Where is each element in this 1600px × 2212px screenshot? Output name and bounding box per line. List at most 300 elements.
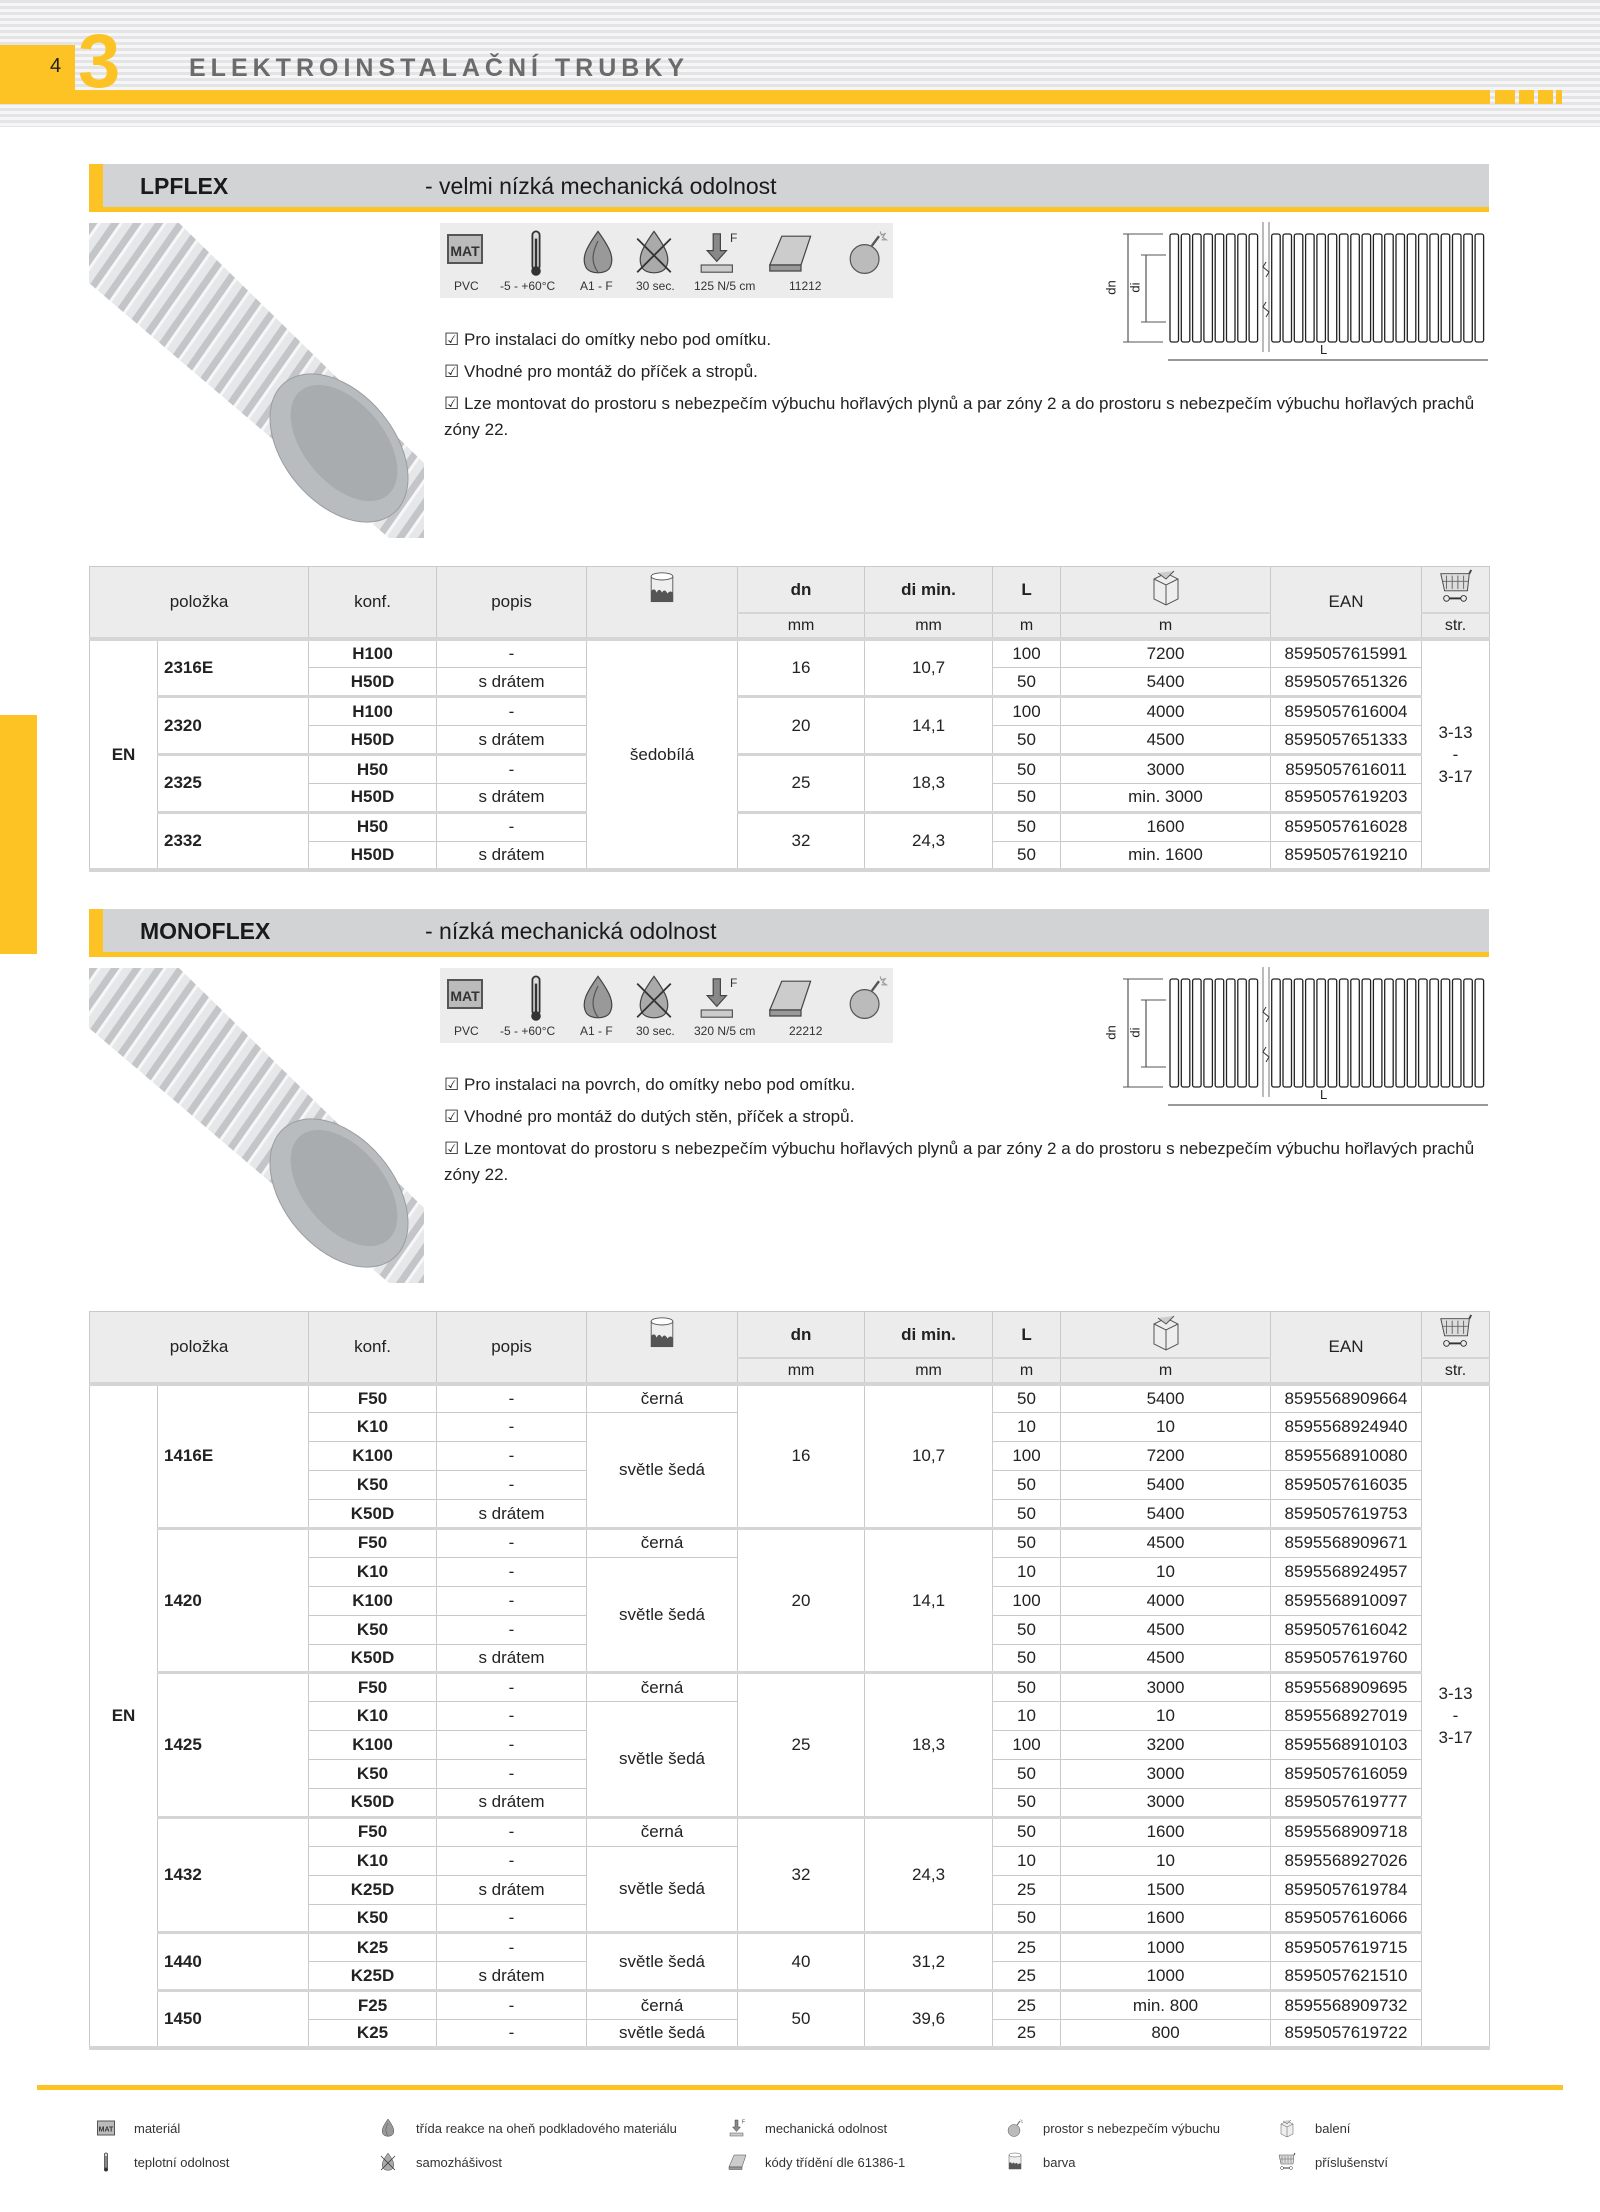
paint-can-icon bbox=[644, 1316, 680, 1357]
page-ref: 3-17 bbox=[1438, 1728, 1473, 1748]
paint-can-icon bbox=[1005, 2152, 1025, 2177]
pack-cell: 1000 bbox=[1061, 1962, 1271, 1991]
cart-icon bbox=[1277, 2152, 1297, 2177]
column-header-color bbox=[587, 1312, 738, 1385]
legend-label: samozhášivost bbox=[416, 2155, 502, 2170]
ean-cell: 8595057616004 bbox=[1271, 697, 1422, 726]
ean-cell: 8595057616066 bbox=[1271, 1904, 1422, 1933]
item-code: 1440 bbox=[158, 1933, 309, 1991]
column-header-di: di min. bbox=[865, 1312, 993, 1359]
popis-cell: - bbox=[437, 1933, 587, 1962]
pack-cell: 5400 bbox=[1061, 668, 1271, 697]
pack-cell: 1000 bbox=[1061, 1933, 1271, 1962]
pack-cell: 10 bbox=[1061, 1702, 1271, 1731]
svg-text:MAT: MAT bbox=[450, 988, 480, 1004]
header-tick bbox=[1556, 90, 1562, 104]
page-ref: - bbox=[1452, 1706, 1459, 1726]
column-header-L_unit: m bbox=[993, 613, 1061, 639]
ean-cell: 8595057651326 bbox=[1271, 668, 1422, 697]
konf-cell: K100 bbox=[309, 1731, 437, 1760]
pack-cell: 4500 bbox=[1061, 1528, 1271, 1557]
length-cell: 50 bbox=[993, 1644, 1061, 1673]
legend-label: prostor s nebezpečím výbuchu bbox=[1043, 2121, 1221, 2136]
popis-cell: - bbox=[437, 1471, 587, 1500]
ean-cell: 8595057651333 bbox=[1271, 726, 1422, 755]
legend-label: kódy třídění dle 61386-1 bbox=[765, 2155, 906, 2170]
di-cell: 24,3 bbox=[865, 1817, 993, 1933]
force-icon bbox=[727, 2118, 747, 2143]
pack-cell: 4500 bbox=[1061, 1615, 1271, 1644]
length-label: L bbox=[1320, 1087, 1328, 1102]
feature-item bbox=[444, 1104, 1494, 1130]
popis-cell: s drátem bbox=[437, 783, 587, 812]
ean-cell: 8595568910103 bbox=[1271, 1731, 1422, 1760]
konf-cell: F50 bbox=[309, 1384, 437, 1413]
column-header-konf: konf. bbox=[309, 1312, 437, 1385]
popis-cell: - bbox=[437, 1731, 587, 1760]
di-cell: 18,3 bbox=[865, 1673, 993, 1817]
konf-cell: K50 bbox=[309, 1471, 437, 1500]
column-header-L: L bbox=[993, 567, 1061, 614]
popis-cell: - bbox=[437, 1991, 587, 2020]
item-code: 1432 bbox=[158, 1817, 309, 1933]
length-cell: 10 bbox=[993, 1702, 1061, 1731]
table-row bbox=[90, 755, 1490, 784]
color-cell: světle šedá bbox=[587, 1846, 738, 1933]
checkbox-tick-icon: ☑ bbox=[444, 1139, 460, 1158]
di-cell: 31,2 bbox=[865, 1933, 993, 1991]
ean-cell: 8595057616059 bbox=[1271, 1760, 1422, 1789]
region-cell: EN bbox=[90, 1384, 158, 2048]
popis-cell: - bbox=[437, 1817, 587, 1846]
popis-cell: - bbox=[437, 1615, 587, 1644]
konf-cell: F50 bbox=[309, 1817, 437, 1846]
color-cell: světle šedá bbox=[587, 2020, 738, 2049]
column-header-cart bbox=[1422, 567, 1490, 614]
checkbox-tick-icon: ☑ bbox=[444, 1075, 460, 1094]
dn-cell: 20 bbox=[738, 697, 865, 755]
konf-cell: F50 bbox=[309, 1673, 437, 1702]
konf-cell: K50 bbox=[309, 1615, 437, 1644]
popis-cell: s drátem bbox=[437, 1788, 587, 1817]
color-cell: šedobílá bbox=[587, 639, 738, 870]
ean-cell: 8595057616028 bbox=[1271, 812, 1422, 841]
checkbox-tick-icon: ☑ bbox=[444, 394, 460, 413]
pack-cell: 3000 bbox=[1061, 1760, 1271, 1789]
checkbox-tick-icon: ☑ bbox=[444, 1107, 460, 1126]
dn-cell: 32 bbox=[738, 812, 865, 870]
length-cell: 100 bbox=[993, 639, 1061, 668]
konf-cell: K100 bbox=[309, 1586, 437, 1615]
dn-cell: 50 bbox=[738, 1991, 865, 2049]
feature-text: Vhodné pro montáž do dutých stěn, příček a stropů. bbox=[464, 1107, 855, 1126]
table-row bbox=[90, 697, 1490, 726]
page-ref: 3-17 bbox=[1438, 766, 1473, 786]
length-cell: 50 bbox=[993, 1471, 1061, 1500]
color-cell: černá bbox=[587, 1673, 738, 1702]
property-label: A1 - F bbox=[580, 1024, 613, 1038]
column-header-str_unit: str. bbox=[1422, 613, 1490, 639]
code-plate-icon bbox=[727, 2152, 747, 2177]
pack-cell: 4000 bbox=[1061, 1586, 1271, 1615]
color-cell: světle šedá bbox=[587, 1702, 738, 1818]
konf-cell: H100 bbox=[309, 639, 437, 668]
section-header-bar bbox=[89, 164, 1489, 212]
popis-cell: s drátem bbox=[437, 1962, 587, 1991]
flame-icon bbox=[378, 2118, 398, 2143]
length-cell: 100 bbox=[993, 1442, 1061, 1471]
feature-text: Lze montovat do prostoru s nebezpečím výbuchu hořlavých plynů a par zóny 2 a do prostoru s nebezpečím výbuchu hořlavých prachů zóny 22. bbox=[444, 394, 1475, 439]
pack-cell: 3000 bbox=[1061, 1788, 1271, 1817]
pack-cell: 800 bbox=[1061, 2020, 1271, 2049]
column-header-di: di min. bbox=[865, 567, 993, 614]
color-cell: světle šedá bbox=[587, 1933, 738, 1991]
popis-cell: s drátem bbox=[437, 668, 587, 697]
length-cell: 50 bbox=[993, 1673, 1061, 1702]
konf-cell: H50 bbox=[309, 755, 437, 784]
ean-cell: 8595057619203 bbox=[1271, 783, 1422, 812]
feature-text: Pro instalaci do omítky nebo pod omítku. bbox=[464, 330, 772, 349]
feature-text: Lze montovat do prostoru s nebezpečím výbuchu hořlavých plynů a par zóny 2 a do prostoru s nebezpečím výbuchu hořlavých prachů zóny 22. bbox=[444, 1139, 1475, 1184]
column-header-L_unit: m bbox=[993, 1358, 1061, 1384]
di-cell: 14,1 bbox=[865, 1528, 993, 1672]
feature-item bbox=[444, 1136, 1494, 1188]
ean-cell: 8595057619753 bbox=[1271, 1500, 1422, 1529]
konf-cell: K50 bbox=[309, 1760, 437, 1789]
side-tab bbox=[0, 715, 37, 954]
length-cell: 50 bbox=[993, 783, 1061, 812]
column-header-str_unit: str. bbox=[1422, 1358, 1490, 1384]
popis-cell: - bbox=[437, 812, 587, 841]
table-row bbox=[90, 1384, 1490, 1413]
ean-cell: 8595568910097 bbox=[1271, 1586, 1422, 1615]
pack-cell: 1600 bbox=[1061, 812, 1271, 841]
pack-cell: 5400 bbox=[1061, 1500, 1271, 1529]
property-label: 125 N/5 cm bbox=[694, 279, 756, 293]
popis-cell: - bbox=[437, 639, 587, 668]
dn-cell: 25 bbox=[738, 1673, 865, 1817]
pack-cell: 10 bbox=[1061, 1413, 1271, 1442]
page-ref: 3-13 bbox=[1438, 722, 1473, 742]
length-cell: 50 bbox=[993, 668, 1061, 697]
length-cell: 10 bbox=[993, 1557, 1061, 1586]
pack-cell: 1600 bbox=[1061, 1817, 1271, 1846]
column-header-L: L bbox=[993, 1312, 1061, 1359]
di-label: di bbox=[1127, 282, 1143, 293]
length-cell: 25 bbox=[993, 1875, 1061, 1904]
feature-text: Vhodné pro montáž do příček a stropů. bbox=[464, 362, 758, 381]
property-label: A1 - F bbox=[580, 279, 613, 293]
ean-cell: 8595057615991 bbox=[1271, 639, 1422, 668]
dn-label: dn bbox=[1103, 1025, 1119, 1040]
region-cell: EN bbox=[90, 639, 158, 870]
pack-cell: 3000 bbox=[1061, 755, 1271, 784]
length-cell: 10 bbox=[993, 1413, 1061, 1442]
header-accent-bar bbox=[0, 90, 1490, 104]
svg-text:F: F bbox=[730, 976, 738, 991]
table-row bbox=[90, 1991, 1490, 2020]
length-cell: 50 bbox=[993, 1384, 1061, 1413]
popis-cell: - bbox=[437, 1586, 587, 1615]
ean-cell: 8595057619722 bbox=[1271, 2020, 1422, 2049]
konf-cell: H50D bbox=[309, 726, 437, 755]
popis-cell: - bbox=[437, 1846, 587, 1875]
property-label: 22212 bbox=[789, 1024, 823, 1038]
konf-cell: K100 bbox=[309, 1442, 437, 1471]
feature-text: Pro instalaci na povrch, do omítky nebo pod omítku. bbox=[464, 1075, 856, 1094]
feature-item bbox=[444, 327, 1494, 353]
legend-label: teplotní odolnost bbox=[134, 2155, 230, 2170]
item-code: 1450 bbox=[158, 1991, 309, 2049]
pack-cell: min. 1600 bbox=[1061, 841, 1271, 870]
konf-cell: K25 bbox=[309, 2020, 437, 2049]
table-row bbox=[90, 812, 1490, 841]
konf-cell: H50D bbox=[309, 841, 437, 870]
svg-text:F: F bbox=[742, 2119, 746, 2126]
konf-cell: H100 bbox=[309, 697, 437, 726]
konf-cell: K50D bbox=[309, 1788, 437, 1817]
header-tick bbox=[1495, 90, 1515, 104]
popis-cell: - bbox=[437, 1760, 587, 1789]
popis-cell: s drátem bbox=[437, 1644, 587, 1673]
popis-cell: - bbox=[437, 2020, 587, 2049]
ean-cell: 8595568909664 bbox=[1271, 1384, 1422, 1413]
column-header-di_unit: mm bbox=[865, 1358, 993, 1384]
product-photo bbox=[89, 968, 424, 1283]
legend-label: třída reakce na oheň podkladového materiálu bbox=[416, 2121, 677, 2136]
dn-label: dn bbox=[1103, 280, 1119, 295]
popis-cell: - bbox=[437, 1702, 587, 1731]
popis-cell: - bbox=[437, 1413, 587, 1442]
ean-cell: 8595568924940 bbox=[1271, 1413, 1422, 1442]
item-code: 1416E bbox=[158, 1384, 309, 1528]
konf-cell: H50 bbox=[309, 812, 437, 841]
feature-item bbox=[444, 391, 1494, 443]
popis-cell: s drátem bbox=[437, 1875, 587, 1904]
dn-cell: 25 bbox=[738, 755, 865, 813]
mat-icon bbox=[96, 2118, 116, 2143]
checkbox-tick-icon: ☑ bbox=[444, 362, 460, 381]
item-code: 2320 bbox=[158, 697, 309, 755]
column-header-pack_unit: m bbox=[1061, 1358, 1271, 1384]
di-cell: 10,7 bbox=[865, 639, 993, 697]
box-icon bbox=[1277, 2118, 1297, 2143]
box-icon bbox=[1146, 592, 1186, 611]
length-label: L bbox=[1320, 342, 1328, 357]
length-cell: 50 bbox=[993, 1817, 1061, 1846]
property-label: 11212 bbox=[789, 279, 822, 293]
product-table bbox=[89, 1311, 1490, 2050]
color-cell: černá bbox=[587, 1991, 738, 2020]
di-cell: 10,7 bbox=[865, 1384, 993, 1528]
konf-cell: K50 bbox=[309, 1904, 437, 1933]
color-cell: černá bbox=[587, 1384, 738, 1413]
header-tick bbox=[1538, 90, 1553, 104]
konf-cell: K25 bbox=[309, 1933, 437, 1962]
ean-cell: 8595057619777 bbox=[1271, 1788, 1422, 1817]
konf-cell: K50D bbox=[309, 1500, 437, 1529]
pack-cell: 3000 bbox=[1061, 1673, 1271, 1702]
feature-item bbox=[444, 1072, 1494, 1098]
product-table bbox=[89, 566, 1490, 872]
length-cell: 50 bbox=[993, 1615, 1061, 1644]
color-cell: černá bbox=[587, 1817, 738, 1846]
column-header-popis: popis bbox=[437, 1312, 587, 1385]
length-cell: 50 bbox=[993, 1788, 1061, 1817]
popis-cell: s drátem bbox=[437, 841, 587, 870]
feature-item bbox=[444, 359, 1494, 385]
pack-cell: 10 bbox=[1061, 1846, 1271, 1875]
property-label: -5 - +60°C bbox=[500, 279, 556, 293]
konf-cell: K25D bbox=[309, 1875, 437, 1904]
pack-cell: 5400 bbox=[1061, 1471, 1271, 1500]
column-header-dn_unit: mm bbox=[738, 1358, 865, 1384]
legend-label: balení bbox=[1315, 2121, 1351, 2136]
length-cell: 50 bbox=[993, 1760, 1061, 1789]
svg-text:F: F bbox=[730, 231, 738, 246]
item-code: 2325 bbox=[158, 755, 309, 813]
konf-cell: K10 bbox=[309, 1557, 437, 1586]
length-cell: 100 bbox=[993, 1586, 1061, 1615]
pack-cell: min. 800 bbox=[1061, 1991, 1271, 2020]
legend-label: materiál bbox=[134, 2121, 181, 2136]
page-number-box bbox=[0, 45, 75, 104]
feature-list bbox=[444, 327, 1494, 449]
pack-cell: 4500 bbox=[1061, 726, 1271, 755]
pack-cell: 7200 bbox=[1061, 639, 1271, 668]
konf-cell: K10 bbox=[309, 1846, 437, 1875]
di-cell: 18,3 bbox=[865, 755, 993, 813]
konf-cell: K25D bbox=[309, 1962, 437, 1991]
dn-cell: 20 bbox=[738, 1528, 865, 1672]
bomb-icon bbox=[1005, 2118, 1025, 2143]
feature-list bbox=[444, 1072, 1494, 1194]
legend-label: mechanická odolnost bbox=[765, 2121, 888, 2136]
column-header-cart bbox=[1422, 1312, 1490, 1359]
property-label: PVC bbox=[454, 279, 479, 293]
column-header-ean: EAN bbox=[1271, 1312, 1422, 1385]
ean-cell: 8595057616035 bbox=[1271, 1471, 1422, 1500]
popis-cell: - bbox=[437, 1557, 587, 1586]
popis-cell: - bbox=[437, 697, 587, 726]
popis-cell: - bbox=[437, 1442, 587, 1471]
dn-cell: 16 bbox=[738, 639, 865, 697]
pack-cell: min. 3000 bbox=[1061, 783, 1271, 812]
product-name: LPFLEX bbox=[140, 173, 229, 199]
length-cell: 10 bbox=[993, 1846, 1061, 1875]
column-header-dn: dn bbox=[738, 1312, 865, 1359]
ean-cell: 8595057619784 bbox=[1271, 1875, 1422, 1904]
checkbox-tick-icon: ☑ bbox=[444, 330, 460, 349]
property-label: 30 sec. bbox=[636, 279, 675, 293]
page-ref: - bbox=[1452, 744, 1459, 764]
item-code: 1425 bbox=[158, 1673, 309, 1817]
column-header-dn: dn bbox=[738, 567, 865, 614]
crossed-flame-icon bbox=[378, 2152, 398, 2177]
pack-cell: 10 bbox=[1061, 1557, 1271, 1586]
ean-cell: 8595568909695 bbox=[1271, 1673, 1422, 1702]
konf-cell: H50D bbox=[309, 668, 437, 697]
table-row bbox=[90, 1673, 1490, 1702]
pack-cell: 1500 bbox=[1061, 1875, 1271, 1904]
length-cell: 25 bbox=[993, 1962, 1061, 1991]
popis-cell: s drátem bbox=[437, 726, 587, 755]
dn-cell: 32 bbox=[738, 1817, 865, 1933]
ean-cell: 8595057619715 bbox=[1271, 1933, 1422, 1962]
ean-cell: 8595568927026 bbox=[1271, 1846, 1422, 1875]
chapter-number: 3 bbox=[78, 19, 121, 104]
column-header-konf: konf. bbox=[309, 567, 437, 640]
dn-cell: 16 bbox=[738, 1384, 865, 1528]
column-header-ean: EAN bbox=[1271, 567, 1422, 640]
product-subtitle: - nízká mechanická odolnost bbox=[425, 918, 717, 944]
di-cell: 24,3 bbox=[865, 812, 993, 870]
table-row bbox=[90, 639, 1490, 668]
item-code: 2316E bbox=[158, 639, 309, 697]
properties-icon-strip bbox=[440, 968, 893, 1043]
column-header-item: položka bbox=[90, 1312, 309, 1385]
length-cell: 50 bbox=[993, 755, 1061, 784]
konf-cell: K10 bbox=[309, 1413, 437, 1442]
property-label: PVC bbox=[454, 1024, 479, 1038]
ean-cell: 8595568924957 bbox=[1271, 1557, 1422, 1586]
popis-cell: - bbox=[437, 1528, 587, 1557]
ean-cell: 8595057621510 bbox=[1271, 1962, 1422, 1991]
product-name: MONOFLEX bbox=[140, 918, 271, 944]
ean-cell: 8595057619210 bbox=[1271, 841, 1422, 870]
accessory-page-cell bbox=[1422, 1384, 1490, 2048]
ean-cell: 8595057619760 bbox=[1271, 1644, 1422, 1673]
column-header-popis: popis bbox=[437, 567, 587, 640]
cart-icon bbox=[1437, 591, 1475, 610]
column-header-color bbox=[587, 567, 738, 640]
column-header-dn_unit: mm bbox=[738, 613, 865, 639]
product-photo bbox=[89, 223, 424, 538]
item-code: 2332 bbox=[158, 812, 309, 870]
di-cell: 39,6 bbox=[865, 1991, 993, 2049]
pack-cell: 5400 bbox=[1061, 1384, 1271, 1413]
section-header-bar bbox=[89, 909, 1489, 957]
column-header-item: položka bbox=[90, 567, 309, 640]
length-cell: 100 bbox=[993, 1731, 1061, 1760]
table-row bbox=[90, 1528, 1490, 1557]
column-header-pack bbox=[1061, 567, 1271, 614]
svg-text:MAT: MAT bbox=[450, 243, 480, 259]
konf-cell: F25 bbox=[309, 1991, 437, 2020]
chapter-title: ELEKTROINSTALAČNÍ TRUBKY bbox=[189, 54, 690, 82]
length-cell: 50 bbox=[993, 1904, 1061, 1933]
product-subtitle: - velmi nízká mechanická odolnost bbox=[425, 173, 777, 199]
di-cell: 14,1 bbox=[865, 697, 993, 755]
cart-icon bbox=[1437, 1336, 1475, 1355]
pack-cell: 4000 bbox=[1061, 697, 1271, 726]
accessory-page-cell bbox=[1422, 639, 1490, 870]
ean-cell: 8595568910080 bbox=[1271, 1442, 1422, 1471]
column-header-pack_unit: m bbox=[1061, 613, 1271, 639]
footer-line bbox=[37, 2085, 1563, 2090]
length-cell: 50 bbox=[993, 841, 1061, 870]
ean-cell: 8595568909671 bbox=[1271, 1528, 1422, 1557]
ean-cell: 8595057616042 bbox=[1271, 1615, 1422, 1644]
legend-label: barva bbox=[1043, 2155, 1076, 2170]
table-row bbox=[90, 1933, 1490, 1962]
popis-cell: - bbox=[437, 1673, 587, 1702]
header-tick bbox=[1519, 90, 1534, 104]
page-number: 4 bbox=[50, 55, 62, 77]
konf-cell: K10 bbox=[309, 1702, 437, 1731]
popis-cell: - bbox=[437, 1904, 587, 1933]
length-cell: 25 bbox=[993, 2020, 1061, 2049]
